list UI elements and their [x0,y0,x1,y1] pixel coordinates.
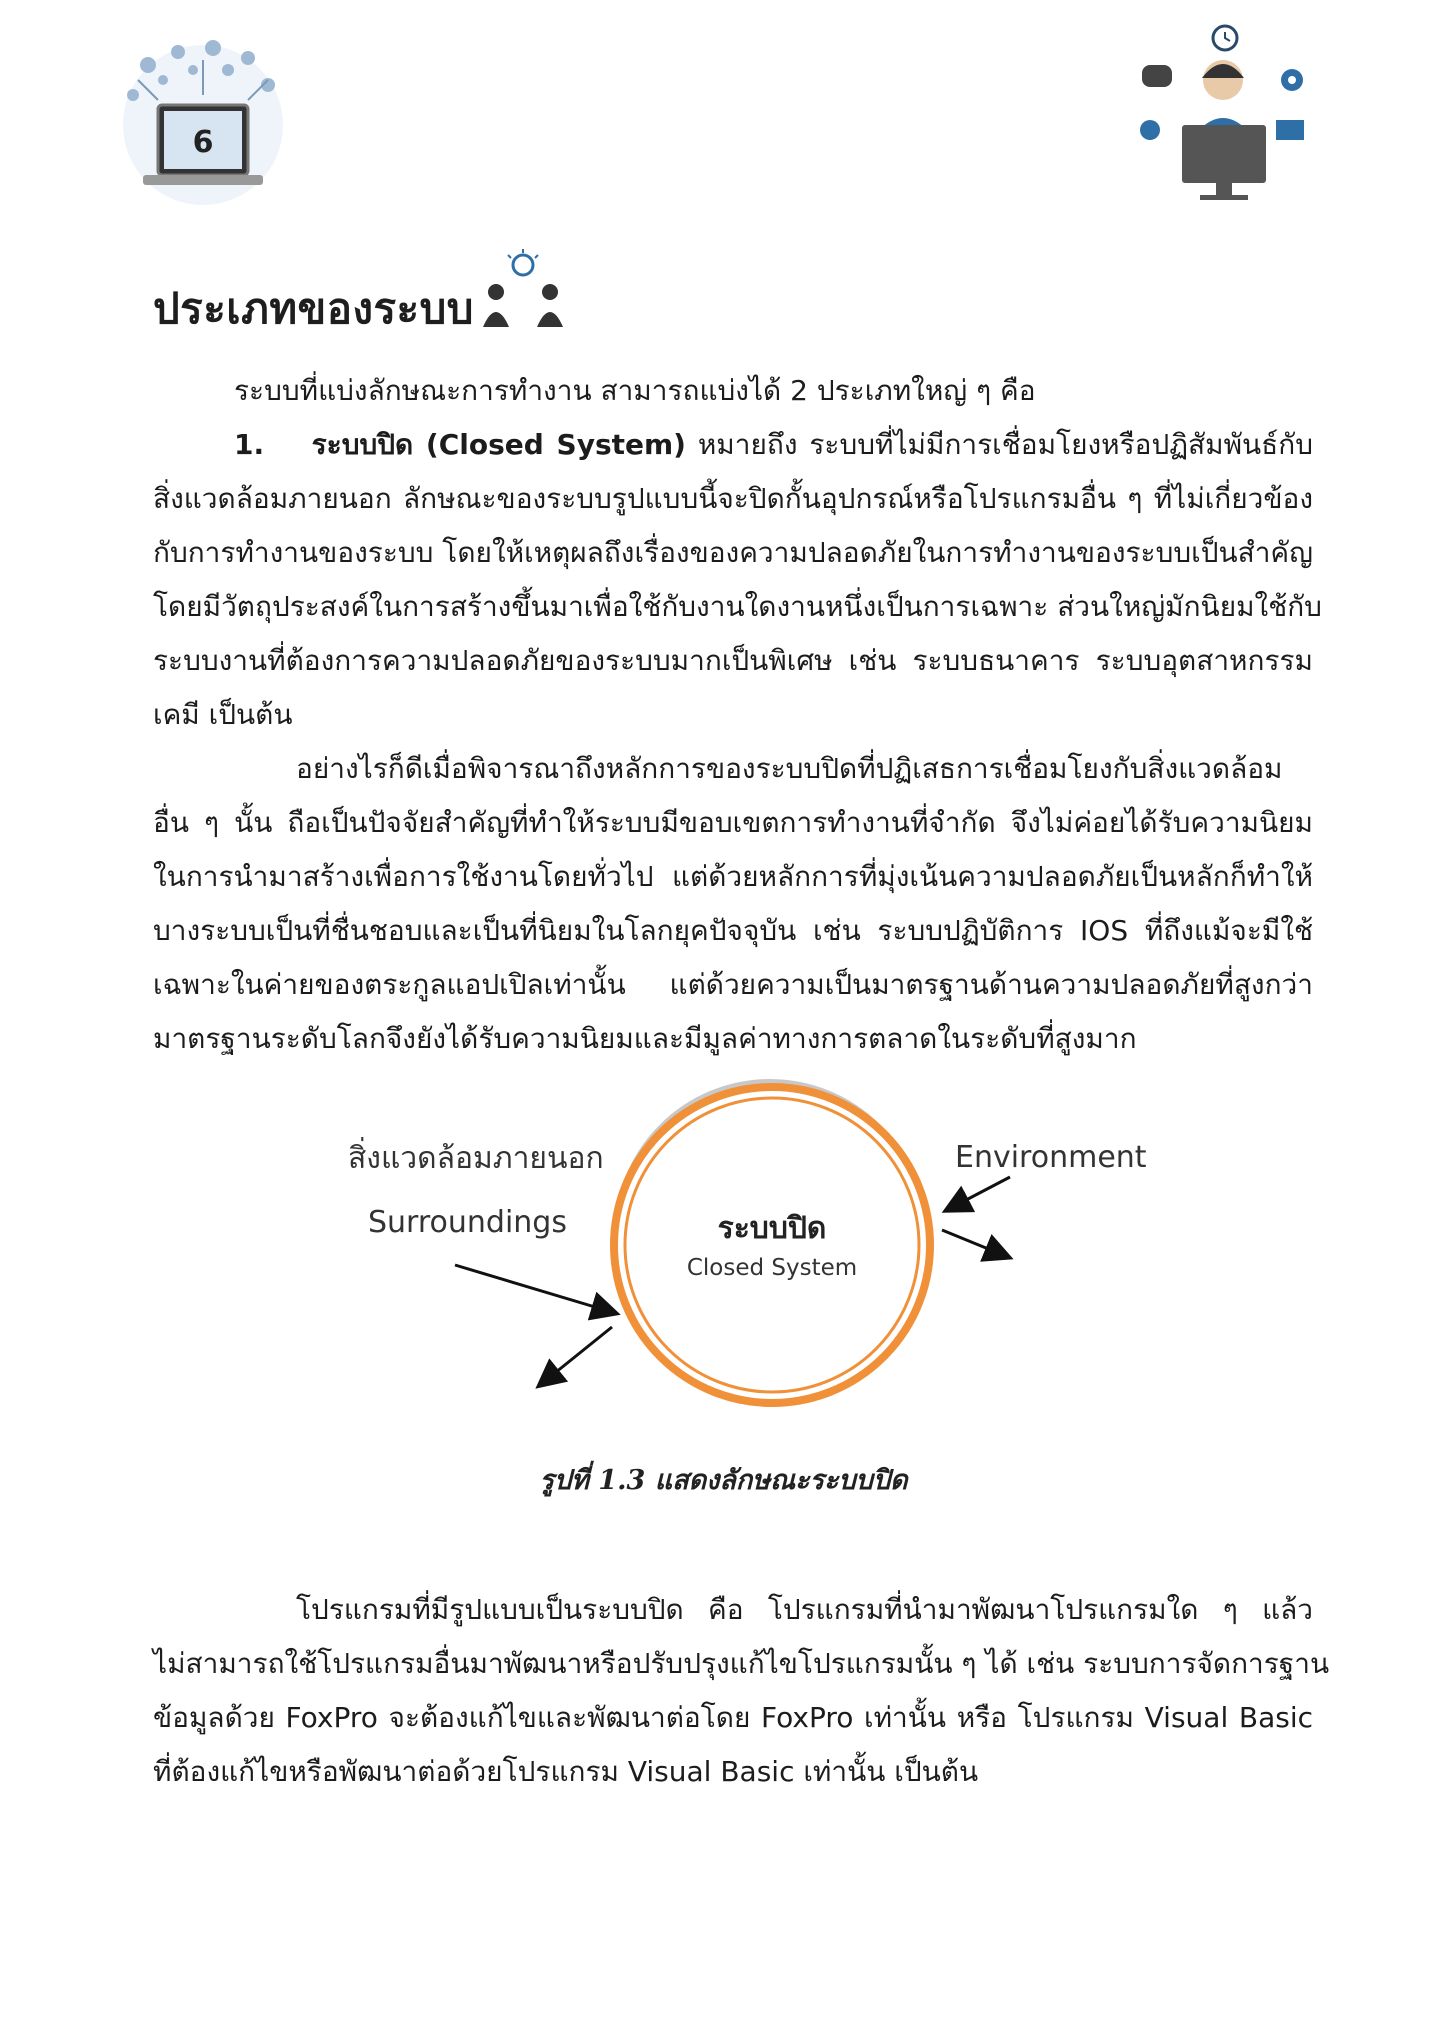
paragraph2-line: มาตรฐานระดับโลกจึงยังได้รับความนิยมและมีมูลค่าทางการตลาดในระดับที่สูงมาก [153,1022,1137,1055]
paragraph3-line: โปรแกรมที่มีรูปแบบเป็นระบบปิด คือ โปรแกรมที่นำมาพัฒนาโปรแกรมใด ๆ แล้ว [296,1593,1313,1626]
paragraph3-line: ที่ต้องแก้ไขหรือพัฒนาต่อด้วยโปรแกรม Visual Basic เท่านั้น เป็นต้น [153,1755,979,1788]
support-agent-illustration [1120,20,1320,210]
item1-first-line [234,418,1313,472]
laptop-chapter-illustration [118,40,288,210]
intro-text: ระบบที่แบ่งลักษณะการทำงาน สามารถแบ่งได้ 2 ประเภทใหญ่ ๆ คือ [234,374,1036,407]
paragraph2-line: อย่างไรก็ดีเมื่อพิจารณาถึงหลักการของระบบปิดที่ปฏิเสธการเชื่อมโยงกับสิ่งแวดล้อม [296,752,1283,785]
item1-number: 1. [234,428,265,461]
arrow-in-right [947,1177,1010,1210]
paragraph2-line: อื่น ๆ นั้น ถือเป็นปัจจัยสำคัญที่ทำให้ระบบมีขอบเขตการทำงานที่จำกัด จึงไม่ค่อยได้รับความนิยม [153,806,1313,839]
item1-line: กับการทำงานของระบบ โดยให้เหตุผลถึงเรื่องของความปลอดภัยในการทำงานของระบบเป็นสำคัญ [153,536,1314,569]
paragraph2-line: บางระบบเป็นที่ชื่นชอบและเป็นที่นิยมในโลกยุคปัจจุบัน เช่น ระบบปฏิบัติการ IOS ที่ถึงแม้จะมีใช้ [153,914,1313,947]
item1-term: ระบบปิด (Closed System) [311,428,686,461]
figure-caption: รูปที่ 1.3 แสดงลักษณะระบบปิด [539,1465,908,1496]
center-label-en: Closed System [686,1255,858,1281]
paragraph2-line: ในการนำมาสร้างเพื่อการใช้งานโดยทั่วไป แต่ด้วยหลักการที่มุ่งเน้นความปลอดภัยเป็นหลักก็ทำให้ [153,860,1313,893]
environment-label: Environment [955,1140,1147,1175]
arrow-out-left [540,1327,612,1385]
chapter-number: 6 [192,125,214,160]
item1-line: โดยมีวัตถุประสงค์ในการสร้างขึ้นมาเพื่อใช้กับงานใดงานหนึ่งเป็นการเฉพาะ ส่วนใหญ่มักนิยมใช้กับ [153,590,1322,623]
page-heading: ประเภทของระบบ [153,284,474,333]
arrow-out-right [942,1230,1008,1257]
arrow-in-left [455,1265,615,1313]
item1-first-line-rest: หมายถึง ระบบที่ไม่มีการเชื่อมโยงหรือปฏิสัมพันธ์กับ [697,428,1313,461]
people-idea-icon [478,247,568,337]
paragraph3-line: ไม่สามารถใช้โปรแกรมอื่นมาพัฒนาหรือปรับปรุงแก้ไขโปรแกรมนั้น ๆ ได้ เช่น ระบบการจัดการฐาน [153,1647,1330,1680]
item1-line: เคมี เป็นต้น [153,698,293,731]
paragraph3-line: ข้อมูลด้วย FoxPro จะต้องแก้ไขและพัฒนาต่อโดย FoxPro เท่านั้น หรือ โปรแกรม Visual Basic [153,1701,1313,1734]
item1-line: ระบบงานที่ต้องการความปลอดภัยของระบบมากเป็นพิเศษ เช่น ระบบธนาคาร ระบบอุตสาหกรรม [153,644,1313,677]
center-label-th: ระบบปิด [717,1211,827,1246]
item1-line: สิ่งแวดล้อมภายนอก ลักษณะของระบบรูปแบบนี้จะปิดกั้นอุปกรณ์หรือโปรแกรมอื่น ๆ ที่ไม่เกี่ยวข้อง [153,482,1313,515]
surroundings-th-label: สิ่งแวดล้อมภายนอก [348,1141,604,1176]
paragraph2-line: เฉพาะในค่ายของตระกูลแอปเปิลเท่านั้น แต่ด้วยความเป็นมาตรฐานด้านความปลอดภัยที่สูงกว่า [153,968,1313,1001]
surroundings-en-label: Surroundings [368,1205,567,1240]
